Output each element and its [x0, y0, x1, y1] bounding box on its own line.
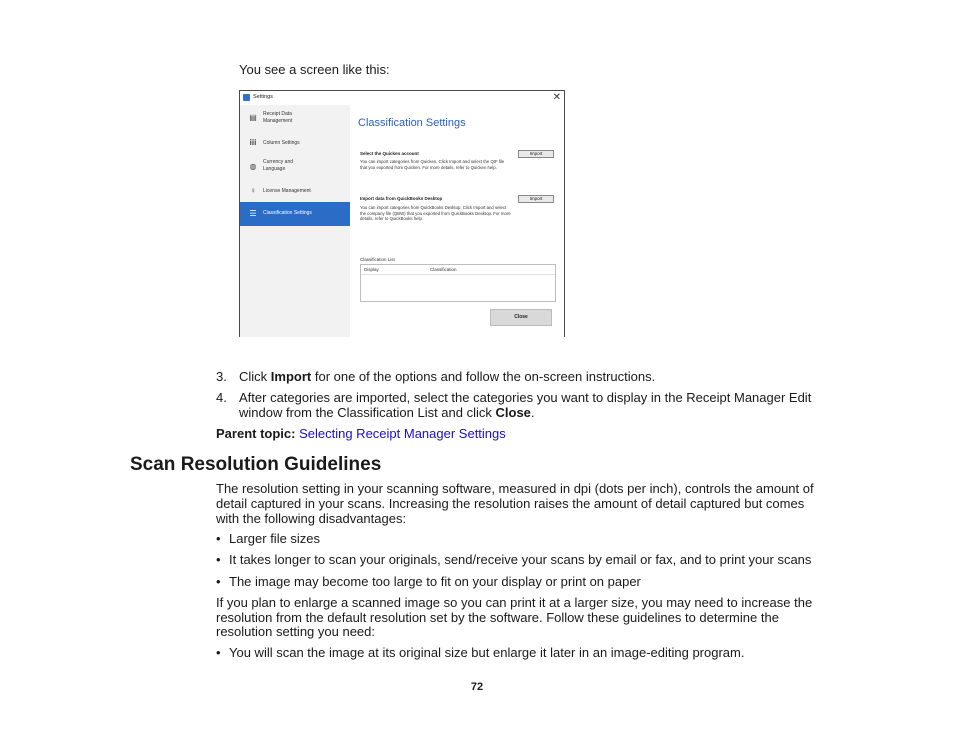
section-heading: Scan Resolution Guidelines: [130, 454, 382, 475]
list-icon: ☰: [249, 209, 257, 218]
quickbooks-description: You can import categories from QuickBooks Desktop. Click Import and select the company file (QBW) that you exported from QuickBooks Desktop. For more details, refer to QuickBooks help.: [360, 205, 511, 222]
bullet-glyph: •: [216, 645, 221, 660]
list-item: The image may become too large to fit on your display or print on paper: [229, 574, 641, 589]
intro-text: You see a screen like this:: [239, 62, 390, 77]
step-number: 3.: [216, 369, 227, 384]
settings-sidebar: [240, 105, 350, 337]
sidebar-item-currency-language[interactable]: [240, 155, 350, 179]
list-item: You will scan the image at its original size but enlarge it later in an image-editing program.: [229, 645, 745, 660]
column-header-classification: Classification: [430, 267, 457, 272]
classification-list-label: Classification List: [360, 257, 395, 262]
sidebar-item-license-management[interactable]: [240, 181, 350, 201]
key-icon: ♀: [250, 186, 256, 195]
parent-topic: [216, 426, 506, 441]
list-header-divider: [361, 274, 555, 275]
content-title: Classification Settings: [358, 117, 466, 129]
quicken-import-button[interactable]: Import: [518, 150, 554, 158]
column-header-display: Display: [364, 267, 379, 272]
parent-topic-label: Parent topic:: [216, 426, 296, 441]
paragraph-line: with the following disadvantages:: [216, 511, 407, 526]
sidebar-item-receipt-data[interactable]: [240, 107, 350, 131]
step-number: 4.: [216, 390, 227, 405]
window-titlebar: [240, 91, 564, 105]
sidebar-item-label: Column Settings: [263, 140, 300, 146]
sidebar-item-label: Currency and Language: [263, 159, 294, 172]
classification-list[interactable]: [360, 264, 556, 302]
parent-topic-link[interactable]: Selecting Receipt Manager Settings: [299, 426, 506, 441]
quicken-heading: Select the Quicken account: [360, 151, 419, 156]
sidebar-item-label: Receipt Data Management: [263, 111, 293, 124]
receipt-icon: ▤: [249, 113, 257, 122]
paragraph-line: resolution setting you need:: [216, 624, 375, 639]
globe-icon: ◍: [249, 162, 257, 171]
sidebar-item-classification-settings[interactable]: [240, 202, 350, 226]
settings-window-screenshot: [239, 90, 565, 337]
paragraph-line: If you plan to enlarge a scanned image so you can print it at a larger size, you may need to increase the: [216, 595, 813, 610]
paragraph-line: resolution from the default resolution set by the software. Follow these guidelines to determine the: [216, 610, 779, 625]
paragraph-line: The resolution setting in your scanning software, measured in dpi (dots per inch), controls the amount of: [216, 481, 814, 496]
import-keyword: Import: [270, 369, 312, 384]
step-4-line-1: After categories are imported, select the categories you want to display in the Receipt Manager Edit: [239, 390, 812, 405]
sidebar-item-column-settings[interactable]: [240, 133, 350, 153]
bullet-glyph: •: [216, 531, 221, 546]
quickbooks-import-button[interactable]: Import: [518, 195, 554, 203]
settings-content: [350, 105, 564, 337]
bullet-glyph: •: [216, 552, 221, 567]
close-button[interactable]: Close: [490, 309, 552, 326]
columns-icon: iii: [249, 138, 257, 147]
step-4-line-2: window from the Classification List and click Close.: [239, 405, 535, 420]
sidebar-item-label: Classification Settings: [263, 210, 312, 216]
quicken-description: You can import categories from Quicken. Click Import and select the QIF file that you exported from Quicken. For more details, refer to Quicken help.: [360, 159, 505, 170]
list-item: It takes longer to scan your originals, send/receive your scans by email or fax, and to print your scans: [229, 552, 812, 567]
step-3-text: Click Import for one of the options and follow the on-screen instructions.: [239, 369, 656, 384]
paragraph-line: detail captured in your scans. Increasing the resolution raises the amount of detail captured but comes: [216, 496, 805, 511]
close-keyword: Close: [495, 405, 531, 420]
quickbooks-heading: Import data from QuickBooks Desktop: [360, 196, 443, 201]
list-item: Larger file sizes: [229, 531, 321, 546]
sidebar-item-label: License Management: [263, 188, 311, 194]
window-title: Settings: [253, 94, 273, 100]
close-icon[interactable]: ✕: [552, 92, 561, 103]
page-number: 72: [470, 681, 484, 693]
bullet-glyph: •: [216, 574, 221, 589]
app-icon: [243, 94, 250, 101]
